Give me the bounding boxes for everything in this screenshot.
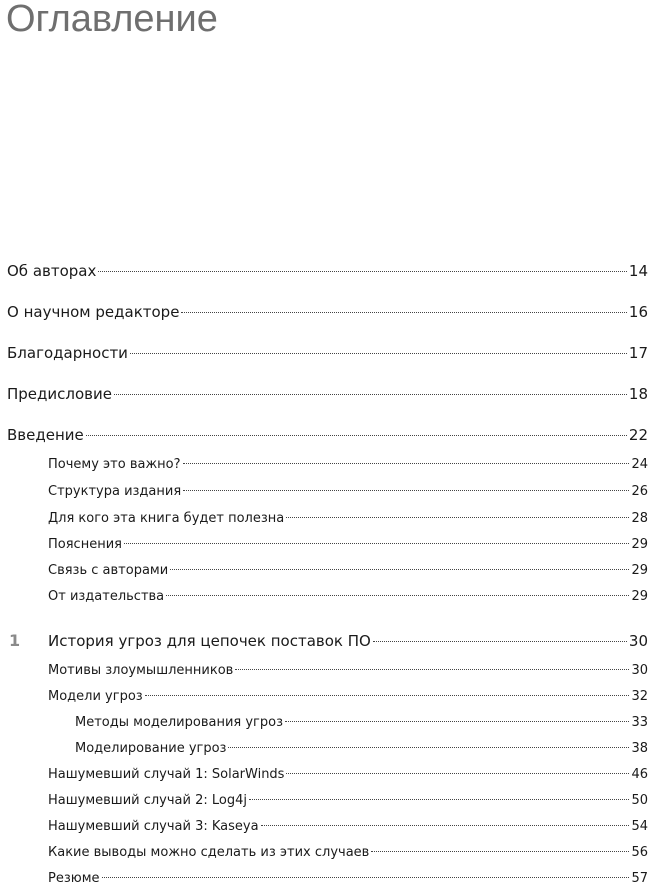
toc-entry-case-solarwinds[interactable] (48, 767, 648, 782)
toc-entry-title: Об авторах (7, 262, 97, 280)
dot-leader (235, 669, 629, 670)
toc-entry-title: Для кого эта книга будет полезна (48, 511, 285, 526)
toc-entry-explanations[interactable] (48, 537, 648, 552)
toc-entry-title: Благодарности (7, 344, 128, 362)
dot-leader (228, 747, 629, 748)
toc-page-number: 22 (628, 426, 648, 444)
dot-leader (124, 543, 629, 544)
dot-leader (98, 271, 627, 272)
toc-entry-threat-models[interactable] (48, 689, 648, 704)
toc-entry-title: Какие выводы можно сделать из этих случаев (48, 845, 370, 860)
dot-leader (183, 490, 629, 491)
dot-leader (166, 595, 629, 596)
toc-page-number: 29 (631, 589, 648, 604)
toc-entry-attacker-motives[interactable] (48, 663, 648, 678)
dot-leader (181, 312, 626, 313)
toc-entry-title: Методы моделирования угроз (75, 715, 284, 730)
toc-page-number: 30 (628, 632, 648, 650)
toc-page-number: 54 (631, 819, 648, 834)
toc-page-number: 50 (631, 793, 648, 808)
toc-entry-about-authors[interactable] (7, 262, 648, 280)
dot-leader (285, 721, 629, 722)
toc-entry-title: Нашумевший случай 3: Kaseya (48, 819, 259, 834)
dot-leader (371, 851, 629, 852)
toc-entry-contact-authors[interactable] (48, 563, 648, 578)
toc-page-number: 28 (631, 511, 648, 526)
toc-page-number: 29 (631, 563, 648, 578)
toc-page-number: 26 (631, 484, 648, 499)
toc-entry-threat-modeling[interactable] (75, 741, 648, 756)
toc-page-number: 24 (631, 457, 648, 472)
toc-entry-title: От издательства (48, 589, 165, 604)
toc-page-number: 38 (631, 741, 648, 756)
toc-entry-title: Почему это важно? (48, 457, 181, 472)
dot-leader (86, 435, 627, 436)
toc-entry-chapter-1[interactable] (48, 632, 648, 650)
dot-leader (114, 394, 627, 395)
dot-leader (286, 517, 629, 518)
chapter-number: 1 (9, 631, 21, 650)
dot-leader (286, 773, 629, 774)
toc-page-number: 33 (631, 715, 648, 730)
toc-entry-acknowledgements[interactable] (7, 344, 648, 362)
toc-entry-title: Введение (7, 426, 84, 444)
dot-leader (261, 825, 630, 826)
dot-leader (102, 877, 630, 878)
toc-entry-title: О научном редакторе (7, 303, 180, 321)
toc-entry-title: Мотивы злоумышленников (48, 663, 234, 678)
toc-page-number: 46 (631, 767, 648, 782)
toc-entry-title: Моделирование угроз (75, 741, 227, 756)
toc-entry-threat-modeling-methods[interactable] (75, 715, 648, 730)
toc-page-number: 17 (628, 344, 648, 362)
toc-page-number: 29 (631, 537, 648, 552)
toc-entry-title: Структура издания (48, 484, 182, 499)
dot-leader (170, 569, 629, 570)
toc-entry-case-kaseya[interactable] (48, 819, 648, 834)
toc-entry-foreword[interactable] (7, 385, 648, 403)
toc-page-number: 14 (628, 262, 648, 280)
toc-entry-from-publisher[interactable] (48, 589, 648, 604)
toc-entry-title: Пояснения (48, 537, 122, 552)
toc-entry-book-structure[interactable] (48, 484, 648, 499)
toc-entry-summary[interactable] (48, 871, 648, 886)
dot-leader (145, 695, 630, 696)
toc-page-number: 32 (631, 689, 648, 704)
page-title: Оглавление (6, 0, 218, 40)
toc-page-number: 57 (631, 871, 648, 886)
toc-entry-title: Резюме (48, 871, 100, 886)
toc-page-number: 16 (628, 303, 648, 321)
toc-entry-conclusions[interactable] (48, 845, 648, 860)
toc-entry-introduction[interactable] (7, 426, 648, 444)
toc-page-number: 30 (631, 663, 648, 678)
toc-entry-scientific-editor[interactable] (7, 303, 648, 321)
toc-entry-title: Связь с авторами (48, 563, 169, 578)
dot-leader (249, 799, 629, 800)
toc-entry-title: Нашумевший случай 2: Log4j (48, 793, 247, 808)
toc-entry-case-log4j[interactable] (48, 793, 648, 808)
toc-page-number: 56 (631, 845, 648, 860)
dot-leader (373, 641, 627, 642)
dot-leader (130, 353, 627, 354)
toc-entry-why-important[interactable] (48, 457, 648, 472)
dot-leader (183, 463, 630, 464)
toc-entry-title: История угроз для цепочек поставок ПО (48, 632, 371, 650)
toc-entry-audience[interactable] (48, 511, 648, 526)
toc-entry-title: Модели угроз (48, 689, 143, 704)
toc-page-number: 18 (628, 385, 648, 403)
toc-entry-title: Нашумевший случай 1: SolarWinds (48, 767, 285, 782)
toc-entry-title: Предисловие (7, 385, 112, 403)
